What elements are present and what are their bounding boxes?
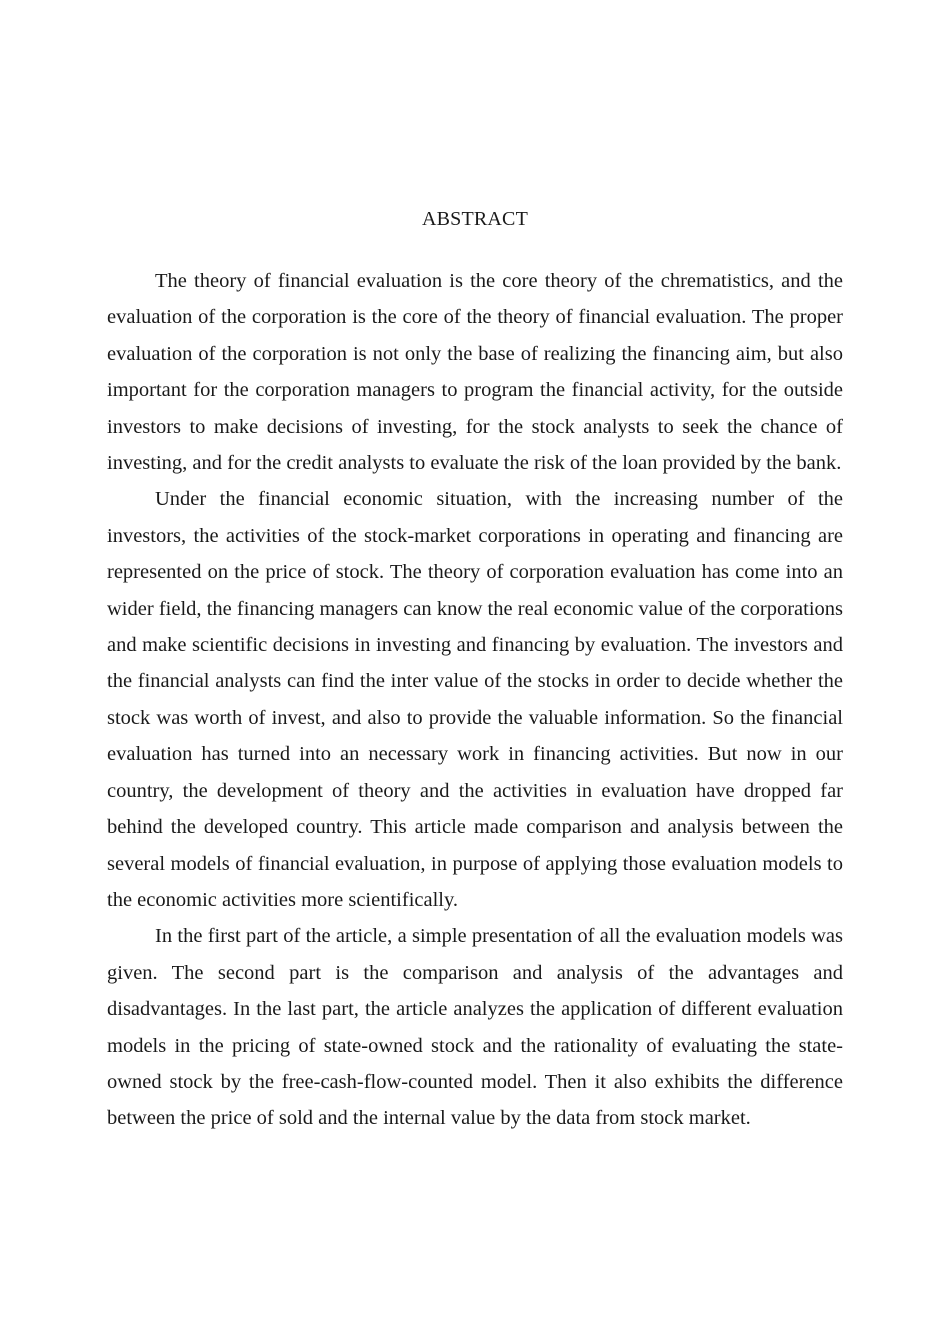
- abstract-body: [107, 263, 843, 1137]
- abstract-heading: ABSTRACT: [421, 208, 529, 230]
- paragraph-1: The theory of financial evaluation is the core theory of the chrematistics, and the evaluation of the corporation is the core of the theory of financial evaluation. The proper evaluation of the corporation is not only the base of realizing the financing aim, but also important for the corporation managers to program the financial activity, for the outside investors to make decisions of investing, for the stock analysts to seek the chance of investing, and for the credit analysts to evaluate the risk of the loan provided by the bank.: [107, 270, 843, 475]
- paragraph-2: Under the financial economic situation, with the increasing number of the investors, the activities of the stock-market corporations in operating and financing are represented on the price of stock. The theory of corporation evaluation has come into an wider field, the financing managers can know the real economic value of the corporations and make scientific decisions in investing and financing by evaluation. The investors and the financial analysts can find the inter value of the stocks in order to decide whether the stock was worth of invest, and also to provide the valuable information. So the financial evaluation has turned into an necessary work in financing activities. But now in our country, the development of theory and the activities in evaluation have dropped far behind the developed country. This article made comparison and analysis between the several models of financial evaluation, in purpose of applying those evaluation models to the economic activities more scientifically.: [107, 488, 843, 911]
- paragraph-3: In the first part of the article, a simple presentation of all the evaluation models was given. The second part is the comparison and analysis of the advantages and disadvantages. In the last part, the article analyzes the application of different evaluation models in the pricing of state-owned stock and the rationality of evaluating the state-owned stock by the free-cash-flow-counted model. Then it also exhibits the difference between the price of sold and the internal value by the data from stock market.: [107, 925, 843, 1130]
